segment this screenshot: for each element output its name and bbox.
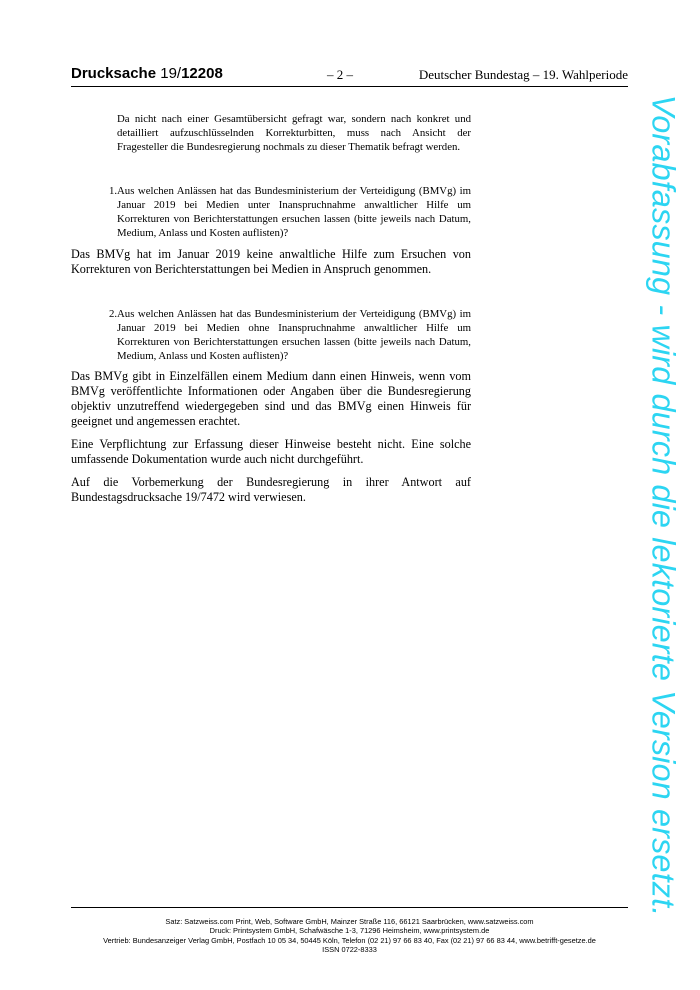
question-1 <box>109 184 471 240</box>
intro-paragraph: Da nicht nach einer Gesamtübersicht gefragt war, sondern nach konkret und detailliert aufzuschlüsselnden Korrekturbitten, muss nach Ansicht der Fragesteller die Bundesregierung nochmals zu dieser Thematik befragt werden. <box>117 113 471 153</box>
footer-line-issn: ISSN 0722-8333 <box>322 944 377 954</box>
page-header <box>71 64 628 87</box>
question-2 <box>109 307 471 363</box>
watermark-text: Vorabfassung - wird durch die lektorierte Version ersetzt. <box>645 94 682 916</box>
doc-number-prefix: 19/ <box>160 65 182 82</box>
page-number: – 2 – <box>327 67 353 82</box>
question-number: 1. <box>109 185 118 197</box>
answer-paragraph: Das BMVg gibt in Einzelfällen einem Medium dann einen Hinweis, wenn vom BMVg veröffentlichte Informationen oder Angaben über die Bundesregierung objektiv unzutreffend wiedergegeben sind und das BMVg einen Hinweis für geeignet und angemessen erachtet. <box>71 369 471 428</box>
question-text: Aus welchen Anlässen hat das Bundesministerium der Verteidigung (BMVg) im Januar 2019 bei Medien ohne Inanspruchnahme anwaltlicher Hilfe um Korrekturen von Berichterstattungen ersuchen lassen (bitte jeweils nach Datum, Medium, Anlass und Kosten auflisten)? <box>117 308 471 362</box>
answer-paragraph: Das BMVg hat im Januar 2019 keine anwaltliche Hilfe zum Ersuchen von Korrekturen von Berichterstattungen bei Medien in Anspruch genommen. <box>71 247 471 276</box>
doc-number-suffix: 12208 <box>181 65 223 82</box>
answer-paragraph: Eine Verpflichtung zur Erfassung dieser Hinweise besteht nicht. Eine solche umfassende Dokumentation wurde auch nicht durchgeführt. <box>71 437 471 466</box>
document-number <box>71 65 223 82</box>
main-content <box>71 112 471 505</box>
footer-line-typesetting: Satz: Satzweiss.com Print, Web, Software GmbH, Mainzer Straße 116, 66121 Saarbrücken, www.satzweiss.com <box>165 917 534 926</box>
draft-watermark <box>643 94 683 916</box>
question-number: 2. <box>109 308 118 320</box>
doc-label: Drucksache <box>71 65 157 82</box>
footer-line-distribution: Vertrieb: Bundesanzeiger Verlag GmbH, Postfach 10 05 34, 50445 Köln, Telefon (02 21) 97 66 83 40, Fax (02 21) 97 66 83 44, www.betrifft-gesetze.de <box>103 935 596 945</box>
question-text: Aus welchen Anlässen hat das Bundesministerium der Verteidigung (BMVg) im Januar 2019 bei Medien unter Inanspruchnahme anwaltlicher Hilfe um Korrekturen von Berichterstattungen ersuchen lassen (bitte jeweils nach Datum, Medium, Anlass und Kosten auflisten)? <box>117 185 471 239</box>
publisher: Deutscher Bundestag – 19. Wahlperiode <box>418 67 628 82</box>
page-footer <box>71 907 628 954</box>
footer-line-printing: Druck: Printsystem GmbH, Schafwäsche 1-3, 71296 Heimsheim, www.printsystem.de <box>209 926 490 936</box>
answer-paragraph: Auf die Vorbemerkung der Bundesregierung in ihrer Antwort auf Bundestagsdrucksache 19/7472 wird verwiesen. <box>71 475 471 504</box>
